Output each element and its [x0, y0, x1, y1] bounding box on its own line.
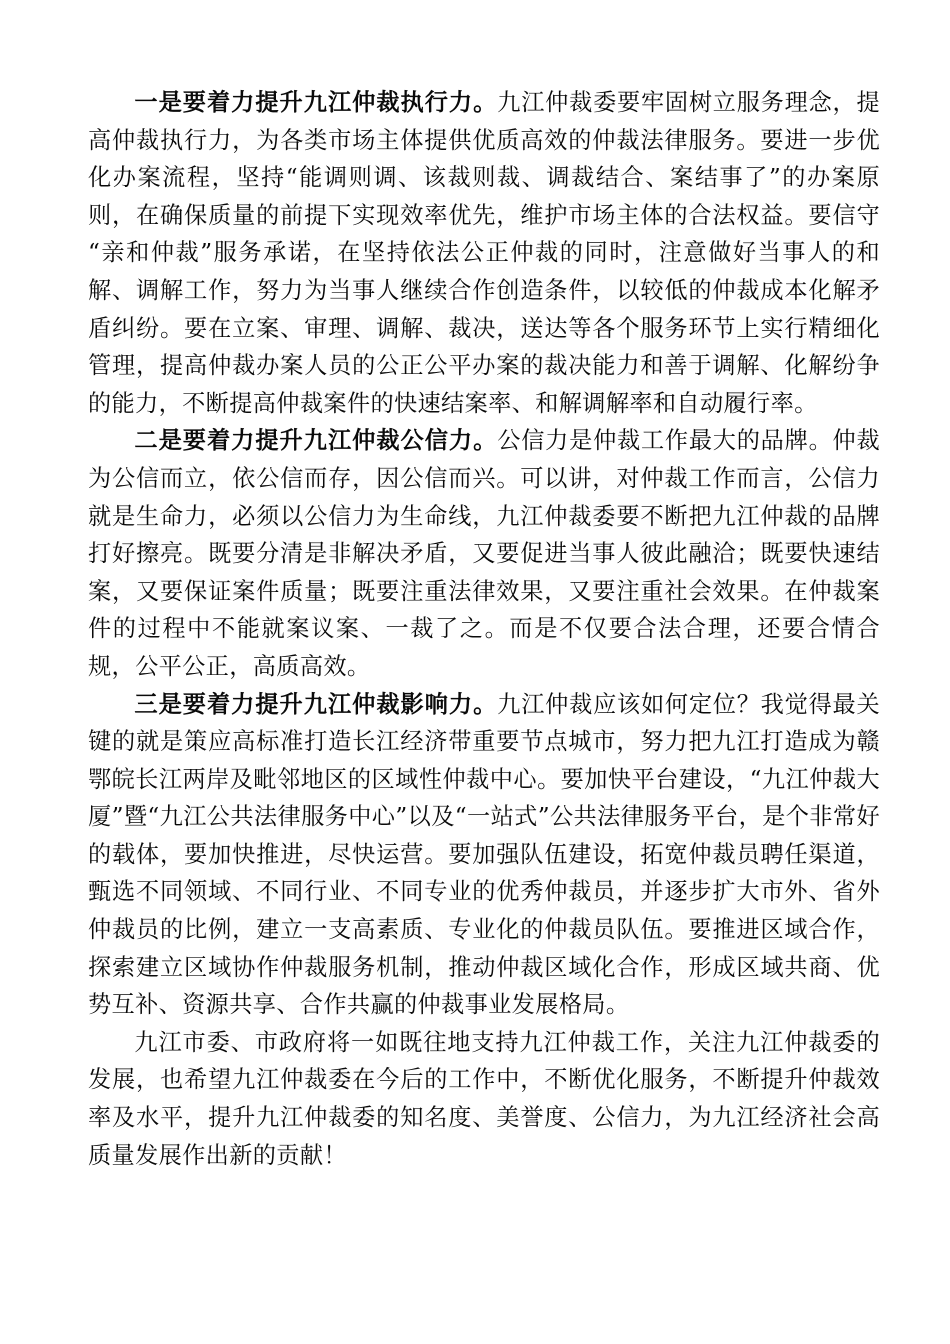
paragraph-3 [88, 686, 880, 1024]
paragraph-1-body: 九江仲裁委要牢固树立服务理念，提高仲裁执行力，为各类市场主体提供优质高效的仲裁法律服务。要进一步优化办案流程，坚持“能调则调、该裁则裁、调裁结合、案结事了”的办案原则，在确保质量的前提下实现效率优先，维护市场主体的合法权益。要信守“亲和仲裁”服务承诺，在坚持依法公正仲裁的同时，注意做好当事人的和解、调解工作，努力为当事人继续合作创造条件，以较低的仲裁成本化解矛盾纠纷。要在立案、审理、调解、裁决，送达等各个服务环节上实行精细化管理，提高仲裁办案人员的公正公平办案的裁决能力和善于调解、化解纷争的能力，不断提高仲裁案件的快速结案率、和解调解率和自动履行率。 [88, 89, 880, 417]
paragraph-1 [88, 84, 880, 422]
paragraph-3-lead: 三是要着力提升九江仲裁影响力。 [134, 690, 498, 718]
paragraph-2-body: 公信力是仲裁工作最大的品牌。仲裁为公信而立，依公信而存，因公信而兴。可以讲，对仲裁工作而言，公信力就是生命力，必须以公信力为生命线，九江仲裁委要不断把九江仲裁的品牌打好擦亮。既要分清是非解决矛盾，又要促进当事人彼此融洽；既要快速结案，又要保证案件质量；既要注重法律效果，又要注重社会效果。在仲裁案件的过程中不能就案议案、一裁了之。而是不仅要合法合理，还要合情合规，公平公正，高质高效。 [88, 427, 880, 680]
paragraph-4-body: 九江市委、市政府将一如既往地支持九江仲裁工作，关注九江仲裁委的发展，也希望九江仲裁委在今后的工作中，不断优化服务，不断提升仲裁效率及水平，提升九江仲裁委的知名度、美誉度、公信力，为九江经济社会高质量发展作出新的贡献！ [88, 1028, 880, 1169]
paragraph-1-lead: 一是要着力提升九江仲裁执行力。 [134, 89, 498, 116]
paragraph-3-body: 九江仲裁应该如何定位？我觉得最关键的就是策应高标准打造长江经济带重要节点城市，努力把九江打造成为赣鄂皖长江两岸及毗邻地区的区域性仲裁中心。要加快平台建设，“九江仲裁大厦”暨“九江公共法律服务中心”以及“一站式”公共法律服务平台，是个非常好的载体，要加快推进，尽快运营。要加强队伍建设，拓宽仲裁员聘任渠道，甄选不同领域、不同行业、不同专业的优秀仲裁员，并逐步扩大市外、省外仲裁员的比例，建立一支高素质、专业化的仲裁员队伍。要推进区域合作，探索建立区域协作仲裁服务机制，推动仲裁区域化合作，形成区域共商、优势互补、资源共享、合作共赢的仲裁事业发展格局。 [88, 690, 880, 1019]
paragraph-2-lead: 二是要着力提升九江仲裁公信力。 [134, 427, 498, 455]
document-body [88, 84, 880, 1174]
paragraph-4 [88, 1024, 880, 1174]
paragraph-2 [88, 422, 880, 685]
